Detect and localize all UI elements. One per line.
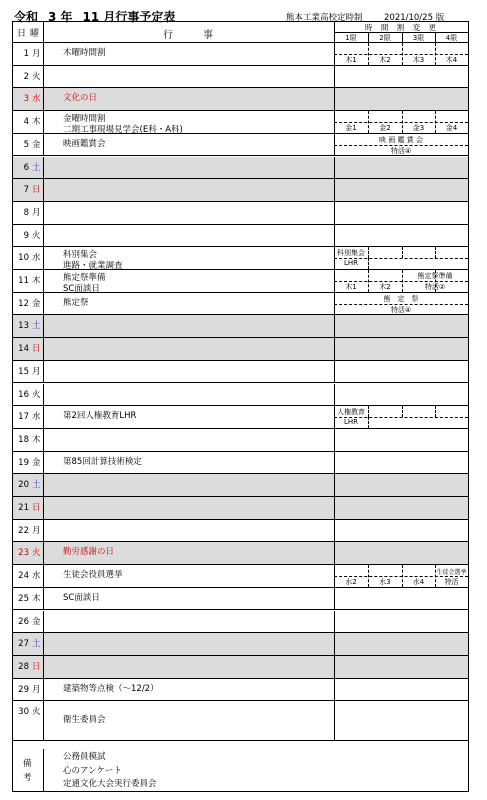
timetable-event: 熊定祭準備 (417, 272, 453, 280)
date-cell (13, 206, 43, 218)
day-number: 4 (23, 117, 29, 128)
weekday: 日 (32, 503, 41, 513)
divider (334, 88, 335, 110)
weekday: 金 (32, 139, 41, 150)
date-cell (13, 705, 43, 717)
date-cell (13, 388, 43, 400)
day-number: 23 (18, 548, 29, 559)
timetable-cell: 水2 (345, 578, 357, 587)
event-text: 衛生委員会 (63, 715, 106, 726)
day-row (13, 565, 468, 588)
timetable-cell: LHR (343, 418, 359, 427)
day-header: 日 (17, 29, 27, 39)
day-number: 5 (23, 139, 29, 150)
day-row (13, 520, 468, 543)
day-number: 14 (18, 344, 29, 355)
day-row (13, 225, 468, 248)
divider (43, 202, 44, 224)
day-number: 26 (18, 616, 29, 627)
timetable-cell: 科別集会 (337, 249, 365, 258)
day-row (13, 474, 468, 497)
divider (43, 270, 44, 292)
divider (334, 361, 335, 383)
event-text: 第85回計算技術検定 (63, 456, 142, 467)
divider (43, 429, 44, 451)
date-cell (13, 501, 43, 513)
divider (43, 157, 44, 179)
table-header (13, 22, 468, 43)
event-text: SC面談日 (63, 284, 100, 294)
divider (43, 406, 44, 428)
divider (43, 293, 44, 315)
event-text: 科別集会 (63, 250, 98, 261)
timetable-cell: LHR (343, 259, 359, 268)
timetable-cell: 金1 (345, 124, 357, 133)
period-divider (435, 43, 436, 65)
day-number: 18 (18, 434, 29, 445)
year: 3 年 (48, 10, 73, 24)
day-number: 10 (18, 253, 29, 264)
day-number: 15 (18, 366, 29, 377)
date-cell (13, 183, 43, 195)
divider (334, 701, 335, 740)
weekday: 火 (32, 389, 41, 400)
weekday: 土 (32, 162, 41, 173)
date-cell (13, 319, 43, 331)
weekday: 水 (32, 94, 41, 105)
day-row (13, 157, 468, 180)
divider (334, 542, 335, 564)
divider (43, 611, 44, 633)
divider (43, 497, 44, 519)
weekday: 月 (32, 207, 41, 218)
weekday: 水 (32, 253, 41, 264)
divider (334, 384, 335, 406)
divider (334, 66, 335, 88)
divider (334, 474, 335, 496)
day-number: 28 (18, 661, 29, 672)
day-number: 13 (18, 321, 29, 332)
divider (43, 361, 44, 383)
day-row (13, 88, 468, 111)
day-row (13, 429, 468, 452)
weekday: 火 (32, 71, 41, 82)
divider (43, 134, 44, 156)
timetable-cell: 木4 (445, 56, 458, 64)
timetable-cell: 水4 (412, 578, 425, 587)
day-row (13, 406, 468, 429)
day-row (13, 679, 468, 702)
day-row (13, 542, 468, 565)
era: 令和 (14, 10, 39, 24)
date-cell (13, 660, 43, 672)
weekday: 日 (32, 661, 41, 672)
timetable-cell: 水3 (379, 578, 391, 587)
date-cell (13, 433, 43, 445)
remarks-line: 公務員模試 (63, 752, 106, 762)
timetable-cell: 木2 (379, 283, 391, 291)
divider (43, 565, 44, 587)
day-row (13, 452, 468, 475)
day-number: 29 (18, 684, 29, 695)
divider (334, 497, 335, 519)
weekday: 火 (32, 707, 41, 718)
day-number: 27 (18, 639, 29, 650)
date-cell (13, 70, 43, 82)
weekday: 日 (32, 344, 41, 355)
day-row (13, 202, 468, 225)
day-row (13, 270, 468, 293)
day-number: 12 (18, 298, 29, 309)
day-row (13, 43, 468, 66)
event-text: 金曜時間割 (63, 114, 106, 125)
day-number: 6 (23, 162, 29, 173)
day-row (13, 384, 468, 407)
divider (334, 679, 335, 701)
day-number: 8 (23, 207, 29, 218)
school-name: 熊本工業高校定時制 (286, 13, 363, 23)
day-row (13, 497, 468, 520)
divider (43, 111, 44, 133)
date-cell (13, 115, 43, 127)
divider (43, 474, 44, 496)
date-cell (13, 637, 43, 649)
period-1-header: 1限 (345, 34, 357, 42)
remarks-row (13, 749, 468, 791)
day-row (13, 179, 468, 202)
timetable-cell: 木2 (379, 56, 391, 64)
divider (43, 338, 44, 360)
date-cell (13, 683, 43, 695)
divider (334, 429, 335, 451)
timetable-cell: 人権教育 (337, 408, 365, 417)
day-number: 17 (18, 412, 29, 423)
divider (43, 542, 44, 564)
period-divider (435, 406, 436, 417)
day-number: 25 (18, 593, 29, 604)
day-row (13, 247, 468, 270)
period-divider (402, 406, 403, 417)
weekday: 月 (32, 525, 41, 536)
events-header: 行 事 (163, 30, 213, 41)
timetable-cell: 金4 (445, 124, 458, 133)
date-cell (13, 524, 43, 536)
day-row (13, 66, 468, 89)
period-4-header: 4限 (445, 34, 458, 42)
event-text: 熊定祭準備 (63, 273, 106, 283)
timetable-cell: 木1 (345, 56, 357, 64)
timetable-event: 熊 定 祭 (383, 294, 419, 303)
weekday: 土 (32, 480, 41, 491)
divider (334, 225, 335, 247)
timetable-cell: 金2 (379, 124, 391, 133)
day-row (13, 656, 468, 679)
day-number: 21 (18, 503, 29, 513)
event-text: 熊定祭 (63, 297, 89, 308)
day-number: 7 (23, 185, 29, 196)
weekday: 木 (32, 434, 41, 445)
divider (43, 88, 44, 110)
period-divider (368, 270, 369, 292)
date-cell (13, 478, 43, 490)
weekday: 金 (32, 616, 41, 627)
date-cell (13, 138, 43, 150)
divider (43, 452, 44, 474)
divider (334, 588, 335, 610)
date-cell (13, 410, 43, 422)
weekday: 月 (32, 366, 41, 377)
divider (43, 701, 44, 740)
weekday: 木 (32, 276, 41, 286)
event-text: 映画鑑賞会 (63, 138, 106, 149)
day-row (13, 611, 468, 634)
period-divider (368, 406, 369, 417)
divider (334, 520, 335, 542)
weekday: 火 (32, 548, 41, 559)
period-divider (402, 247, 403, 258)
period-divider (402, 565, 403, 587)
period-divider (368, 258, 369, 269)
weekday: 水 (32, 412, 41, 423)
timetable-event: 映 画 鑑 賞 会 (379, 135, 423, 144)
remarks-line: 定通文化大会実行委員会 (63, 779, 157, 789)
day-number: 3 (23, 94, 29, 105)
date-cell (13, 592, 43, 604)
divider (43, 247, 44, 269)
event-text: 二期工事現場見学会(E科・A科) (63, 125, 183, 136)
timetable-cell: 生徒会選挙 (436, 569, 467, 577)
divider (43, 633, 44, 655)
period-divider (435, 111, 436, 133)
divider (334, 338, 335, 360)
date-cell (13, 342, 43, 354)
day-number: 30 (18, 707, 29, 718)
divider (43, 588, 44, 610)
day-number: 1 (23, 49, 29, 59)
remarks-label-2: 考 (23, 773, 32, 783)
date-cell (13, 456, 43, 468)
period-divider (368, 247, 369, 258)
weekday: 火 (32, 230, 41, 241)
weekday-header: 曜 (30, 29, 40, 39)
date-cell (13, 274, 43, 286)
event-text: SC面談日 (63, 592, 100, 603)
day-number: 11 (18, 276, 29, 286)
event-text: 木曜時間割 (63, 48, 106, 58)
timetable-event: 特活④ (390, 146, 412, 155)
day-number: 20 (18, 480, 29, 491)
date-cell (13, 569, 43, 581)
date-cell (13, 546, 43, 558)
day-row (13, 293, 468, 316)
period-divider (368, 111, 369, 133)
timetable-cell: 木3 (412, 56, 425, 64)
day-row (13, 633, 468, 656)
date-cell (13, 47, 43, 59)
weekday: 木 (32, 593, 41, 604)
divider (334, 452, 335, 474)
timetable-cell: 金3 (412, 124, 425, 133)
event-text: 進路・就業調査 (63, 261, 123, 272)
weekday: 金 (32, 298, 41, 309)
date-cell (13, 365, 43, 377)
divider (334, 179, 335, 201)
divider (334, 656, 335, 678)
event-text: 第2回人権教育LHR (63, 411, 137, 422)
divider (43, 315, 44, 337)
day-number: 19 (18, 457, 29, 468)
day-number: 9 (23, 230, 29, 241)
weekday: 日 (32, 185, 41, 196)
divider (43, 43, 44, 65)
timetable-event: 特活④ (390, 305, 412, 314)
period-divider (435, 247, 436, 258)
event-text: 生徒会役員選挙 (63, 570, 123, 581)
event-text: 文化の日 (63, 93, 98, 104)
divider (43, 384, 44, 406)
weekday: 金 (32, 457, 41, 468)
day-number: 24 (18, 571, 29, 582)
period-2-header: 2限 (379, 34, 391, 42)
day-row (13, 338, 468, 361)
date-cell (13, 161, 43, 173)
day-row (13, 315, 468, 338)
event-text: 勤労感謝の日 (63, 547, 115, 558)
day-row (13, 111, 468, 134)
remarks-label-1: 備 (23, 759, 32, 769)
divider (43, 520, 44, 542)
divider (334, 611, 335, 633)
timetable-cell: 特活 (444, 578, 459, 587)
divider (334, 157, 335, 179)
day-number: 2 (23, 71, 29, 82)
period-3-header: 3限 (412, 34, 425, 42)
period-divider (402, 43, 403, 65)
date-cell (13, 92, 43, 104)
divider (43, 225, 44, 247)
period-divider (368, 417, 369, 428)
version-date: 2021/10/25 版 (384, 13, 445, 23)
day-row (13, 701, 468, 741)
date-cell (13, 229, 43, 241)
weekday: 土 (32, 321, 41, 332)
schedule-table (12, 21, 469, 792)
timetable-cell: 木1 (345, 283, 357, 291)
day-row (13, 588, 468, 611)
timetable-event: 特活② (424, 283, 446, 291)
divider (43, 179, 44, 201)
day-number: 16 (18, 389, 29, 400)
divider (334, 633, 335, 655)
divider (43, 679, 44, 701)
date-cell (13, 615, 43, 627)
timetable-change-header: 時 間 割 変 更 (365, 23, 440, 32)
weekday: 水 (32, 571, 41, 582)
date-cell (13, 297, 43, 309)
date-cell (13, 251, 43, 263)
remarks-line: 心のアンケート (63, 766, 122, 776)
divider (334, 202, 335, 224)
period-divider (368, 43, 369, 65)
day-number: 22 (18, 525, 29, 536)
divider (43, 656, 44, 678)
divider (334, 315, 335, 337)
divider (43, 66, 44, 88)
weekday: 木 (32, 117, 41, 128)
weekday: 土 (32, 639, 41, 650)
period-divider (368, 565, 369, 587)
weekday: 月 (32, 684, 41, 695)
month-title: 11 月行事予定表 (82, 10, 176, 24)
weekday: 月 (32, 49, 41, 59)
day-row (13, 134, 468, 157)
day-row (13, 361, 468, 384)
event-text: 建築物等点検（～12/2） (63, 683, 159, 694)
period-divider (402, 111, 403, 133)
